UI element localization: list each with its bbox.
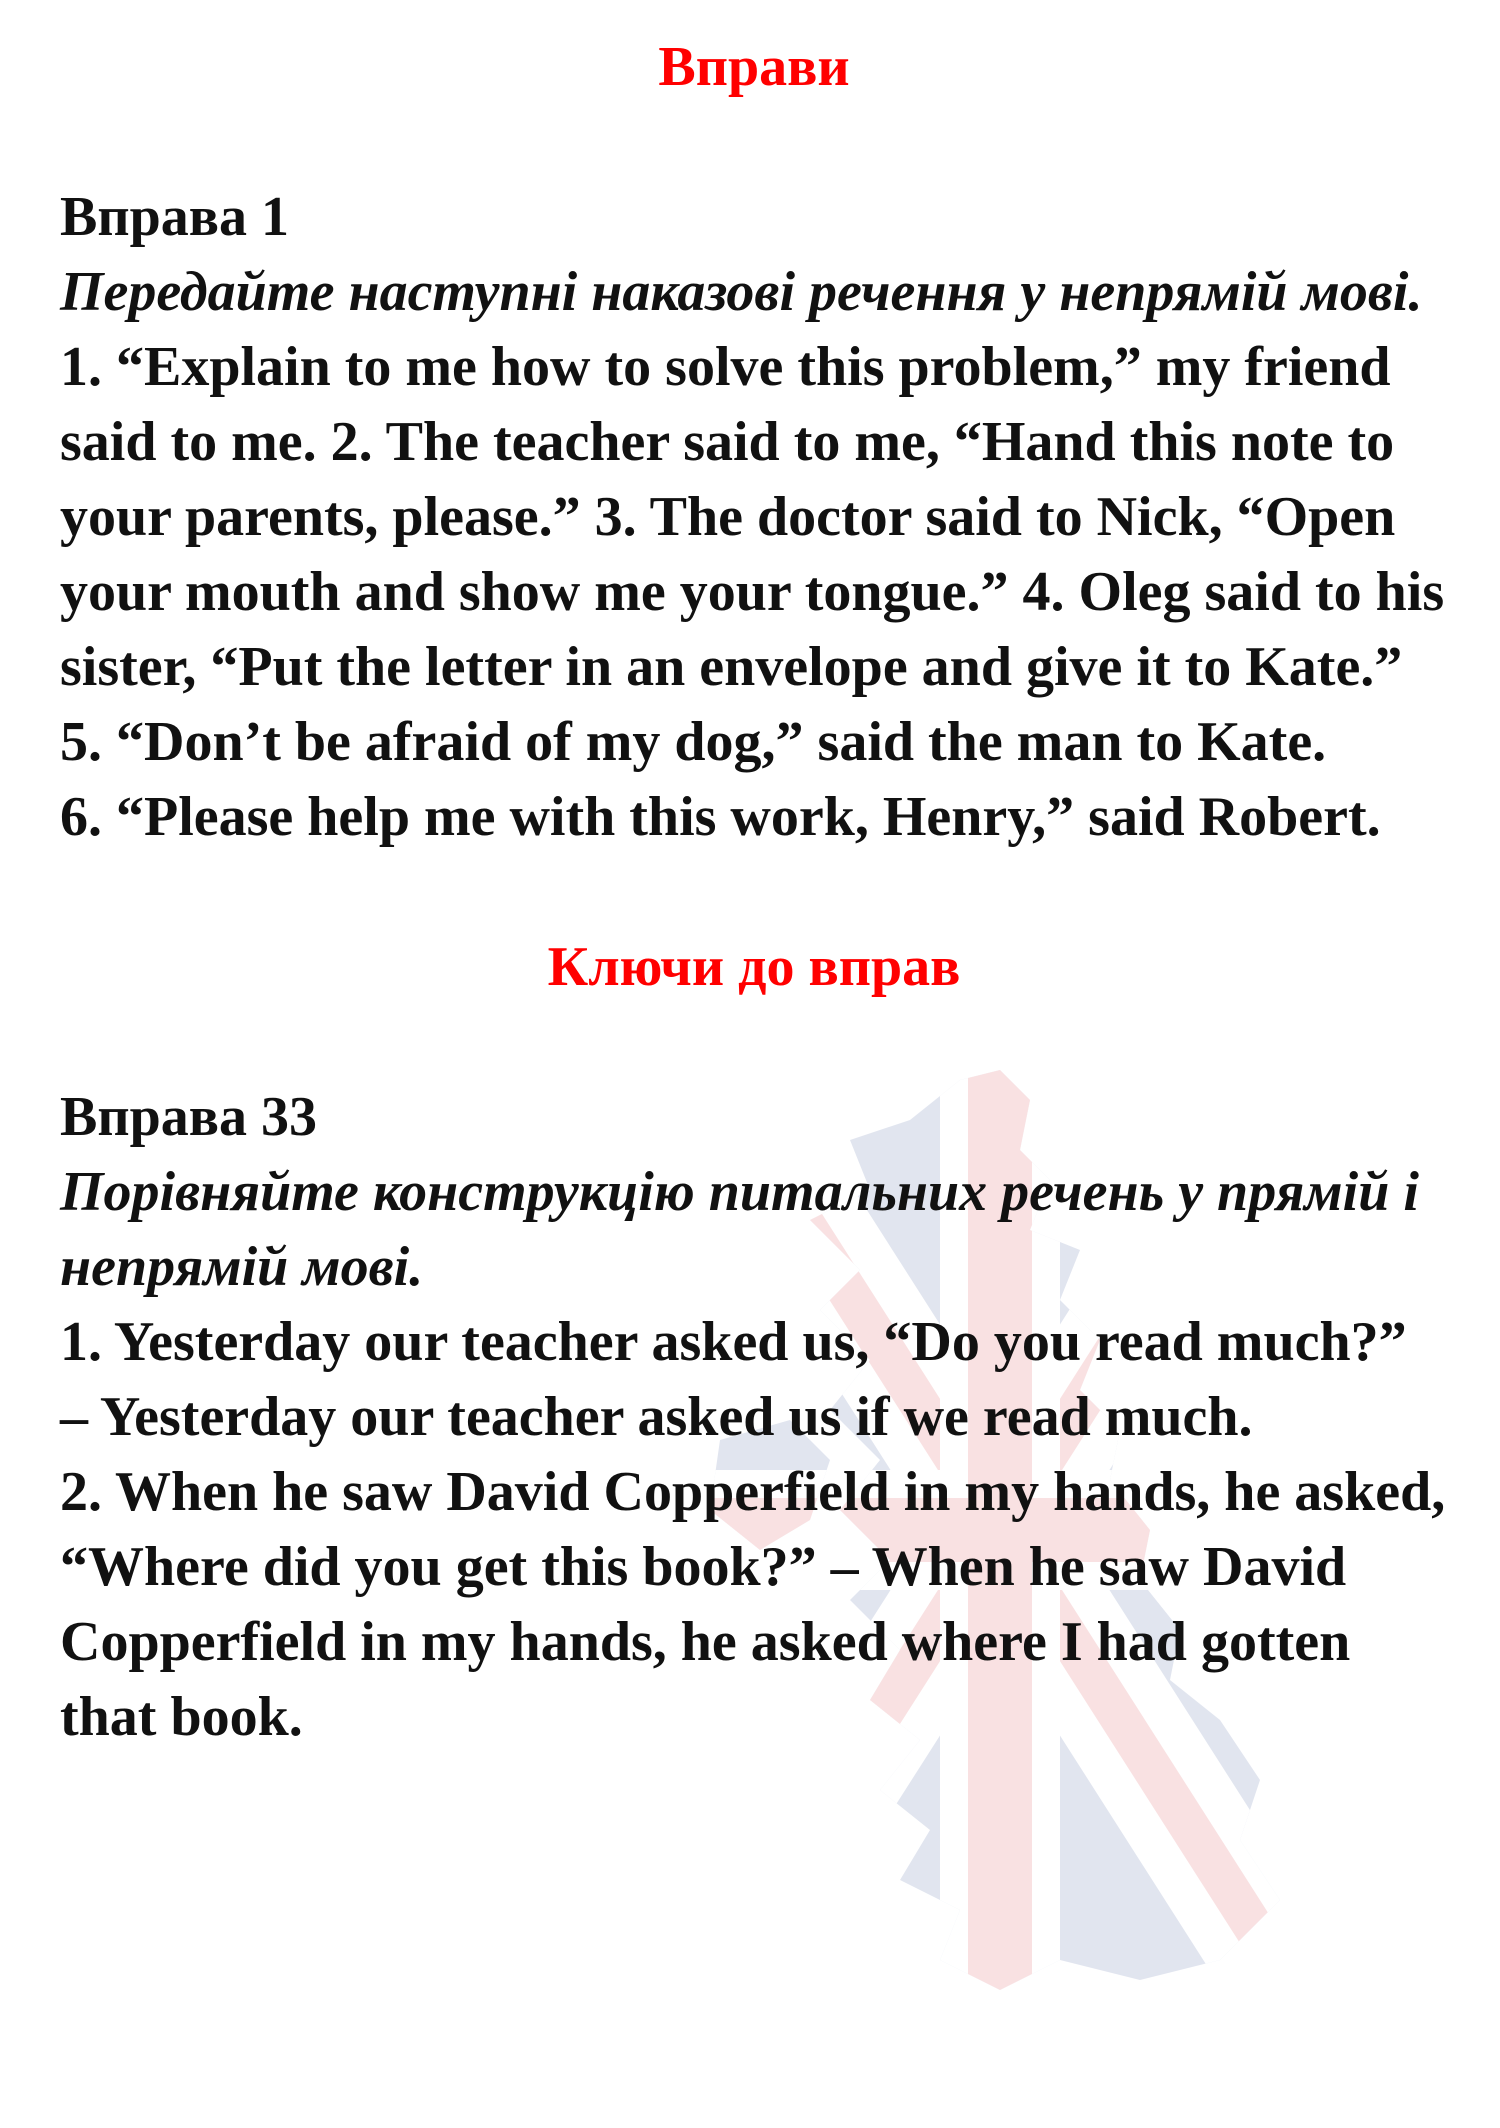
exercise-33-section (60, 1080, 1448, 1755)
exercise-1-heading: Вправа 1 (60, 186, 290, 248)
exercise-1-section (60, 180, 1448, 855)
exercise-1-paragraph: 6. “Please help me with this work, Henry,” said Robert. (60, 786, 1381, 848)
exercise-1-instruction: Передайте наступні наказові речення у непрямій мові. (60, 261, 1423, 323)
exercise-33-paragraph: 2. When he saw David Copperfield in my hands, he asked, “Where did you get this book?” – When he saw David Copperfield in my hands, he asked where I had gotten that book. (60, 1461, 1446, 1748)
spacer (60, 1005, 1448, 1080)
exercise-1-paragraph: 1. “Explain to me how to solve this problem,” my friend said to me. 2. The teacher said to me, “Hand this note to your parents, please.” 3. The doctor said to Nick, “Open your mouth and show me your tongue.” 4. Oleg said to his sister, “Put the letter in an envelope and give it to Kate.” (60, 336, 1445, 698)
exercise-33-heading: Вправа 33 (60, 1086, 318, 1148)
exercise-33-instruction: Порівняйте конструкцію питальних речень у прямій і непрямій мові. (60, 1161, 1419, 1298)
page-title: Вправи (658, 36, 850, 98)
exercise-33-paragraph: 1. Yesterday our teacher asked us, “Do you read much?” – Yesterday our teacher asked us if we read much. (60, 1311, 1407, 1448)
spacer (60, 105, 1448, 180)
keys-title: Ключи до вправ (547, 936, 961, 998)
exercise-1-paragraph: 5. “Don’t be afraid of my dog,” said the man to Kate. (60, 711, 1327, 773)
